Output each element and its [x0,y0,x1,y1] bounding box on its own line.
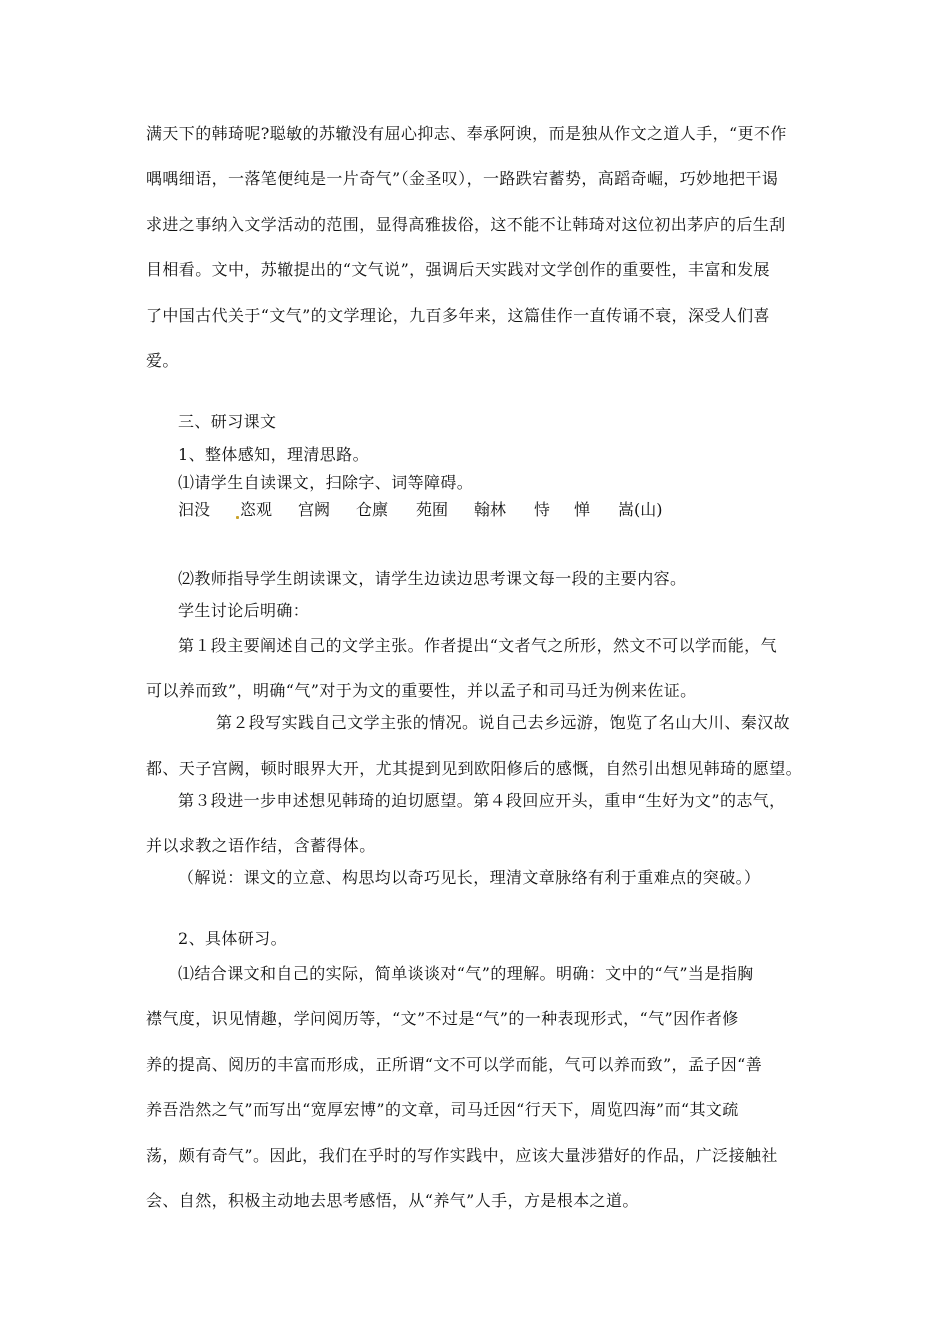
paragraph-2-line-2: 都、天子宫阙，顿时眼界大开，尤其提到见到欧阳修后的感慨，自然引出想见韩琦的愿望。 [146,759,803,778]
intro-line-2: 喁喁细语，一落笔便纯是一片奇气”（金圣叹），一路跌宕蓄势，高蹈奇崛，巧妙地把干谒 [146,169,779,188]
vocab-word: 翰林 [474,500,507,519]
vocab-word: 恣观 [240,500,273,519]
subheading-2: 2、具体研习。 [178,929,287,948]
paragraph-3-line-1: 第３段进一步申述想见韩琦的迫切愿望。第４段回应开头，重申“生好为文”的志气， [178,791,786,810]
paragraph-3-line-2: 并以求教之语作结，含蓄得体。 [146,836,376,855]
intro-line-4: 目相看。文中，苏辙提出的“文气说”，强调后天实践对文学创作的重要性，丰富和发展 [146,260,770,279]
paragraph-4-line-1: ⑴结合课文和自己的实际，简单谈谈对“气”的理解。明确：文中的“气”当是指胸 [178,964,754,983]
paragraph-4-line-4: 养吾浩然之气”而写出“宽厚宏博”的文章，司马迁因“行天下，周览四海”而“其文疏 [146,1100,739,1119]
item-1: ⑴请学生自读课文，扫除字、词等障碍。 [178,473,474,492]
item-2: ⑵教师指导学生朗读课文，请学生边读边思考课文每一段的主要内容。 [178,569,687,588]
paragraph-4-line-2: 襟气度，识见情趣，学问阅历等，“文”不过是“气”的一种表现形式，“气”因作者修 [146,1009,739,1028]
paragraph-1-line-2: 可以养而致”，明确“气”对于为文的重要性，并以孟子和司马迁为例来佐证。 [146,681,697,700]
paragraph-2-line-1: 第２段写实践自己文学主张的情况。说自己去乡远游，饱览了名山大川、秦汉故 [216,713,791,732]
paragraph-4-line-5: 荡，颇有奇气”。因此，我们在乎时的写作实践中，应该大量涉猎好的作品，广泛接触社 [146,1146,778,1165]
intro-line-5: 了中国古代关于“文气”的文学理论，九百多年来，这篇佳作一直传诵不衰，深受人们喜 [146,306,770,325]
intro-line-6: 爱。 [146,351,179,370]
vocab-word: 恃 [534,500,551,519]
vocab-word: 汩没 [178,500,211,519]
paragraph-4-line-6: 会、自然，积极主动地去思考感悟，从“养气”人手，方是根本之道。 [146,1191,639,1210]
vocab-word: 嵩(山) [618,500,663,519]
vocab-word: 苑囿 [416,500,449,519]
discussion-label: 学生讨论后明确： [178,601,310,620]
vocab-word: 惮 [574,500,591,519]
vocab-word: 宫阙 [298,500,331,519]
paragraph-1-line-1: 第１段主要阐述自己的文学主张。作者提出“文者气之所形，然文不可以学而能，气 [178,636,777,655]
section-heading: 三、研习课文 [178,412,277,431]
vocab-word: 仓廪 [356,500,389,519]
intro-line-3: 求进之事纳入文学活动的范围，显得高雅拔俗，这不能不让韩琦对这位初出茅庐的后生刮 [146,215,786,234]
explanation-note: （解说：课文的立意、构思均以奇巧见长，理清文章脉络有利于重难点的突破。） [178,868,761,887]
intro-line-1: 满天下的韩琦呢?聪敏的苏辙没有屈心抑志、奉承阿谀，而是独从作文之道人手，“更不作 [146,124,787,143]
highlight-mark [236,516,239,519]
subheading-1: 1、整体感知，理清思路。 [178,445,369,464]
paragraph-4-line-3: 养的提高、阅历的丰富而形成，正所谓“文不可以学而能，气可以养而致”，孟子因“善 [146,1055,763,1074]
